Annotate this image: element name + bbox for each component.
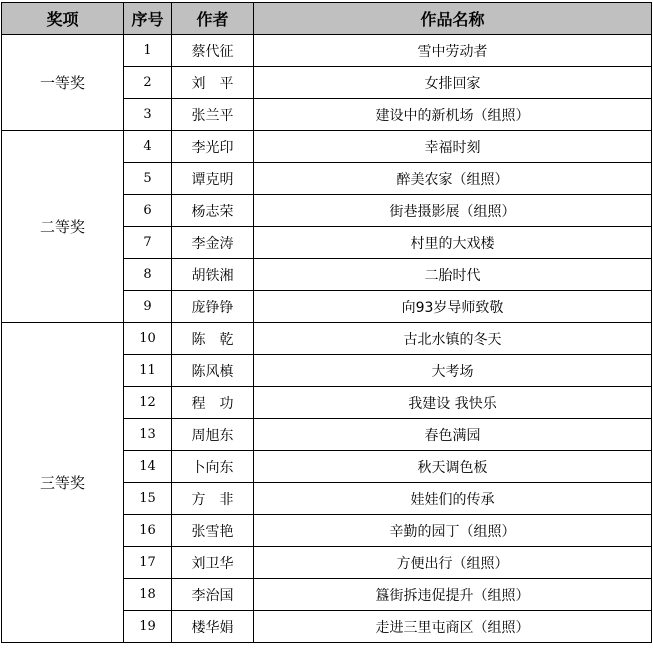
seq-cell: 14 xyxy=(124,451,172,483)
author-cell: 刘卫华 xyxy=(172,547,254,579)
title-cell: 秋天调色板 xyxy=(254,451,652,483)
author-cell: 刘 平 xyxy=(172,67,254,99)
author-cell: 蔡代征 xyxy=(172,35,254,67)
seq-cell: 8 xyxy=(124,259,172,291)
title-cell: 春色满园 xyxy=(254,419,652,451)
seq-cell: 13 xyxy=(124,419,172,451)
seq-cell: 16 xyxy=(124,515,172,547)
seq-cell: 12 xyxy=(124,387,172,419)
title-cell: 古北水镇的冬天 xyxy=(254,323,652,355)
title-cell: 辛勤的园丁（组照） xyxy=(254,515,652,547)
title-cell: 村里的大戏楼 xyxy=(254,227,652,259)
seq-cell: 19 xyxy=(124,611,172,643)
author-cell: 李光印 xyxy=(172,131,254,163)
author-cell: 楼华娟 xyxy=(172,611,254,643)
table-row xyxy=(2,131,652,163)
author-cell: 李金涛 xyxy=(172,227,254,259)
author-cell: 李治国 xyxy=(172,579,254,611)
seq-cell: 3 xyxy=(124,99,172,131)
table-row xyxy=(2,323,652,355)
seq-cell: 1 xyxy=(124,35,172,67)
award-cell: 二等奖 xyxy=(2,131,124,323)
title-cell: 雪中劳动者 xyxy=(254,35,652,67)
title-cell: 街巷摄影展（组照） xyxy=(254,195,652,227)
seq-cell: 6 xyxy=(124,195,172,227)
seq-cell: 18 xyxy=(124,579,172,611)
seq-cell: 4 xyxy=(124,131,172,163)
award-cell: 一等奖 xyxy=(2,35,124,131)
author-cell: 张雪艳 xyxy=(172,515,254,547)
seq-cell: 15 xyxy=(124,483,172,515)
title-cell: 方便出行（组照） xyxy=(254,547,652,579)
title-cell: 女排回家 xyxy=(254,67,652,99)
title-cell: 醉美农家（组照） xyxy=(254,163,652,195)
seq-cell: 2 xyxy=(124,67,172,99)
author-cell: 陈风槙 xyxy=(172,355,254,387)
title-cell: 簋街拆违促提升（组照） xyxy=(254,579,652,611)
seq-cell: 10 xyxy=(124,323,172,355)
table-row xyxy=(2,35,652,67)
header-seq: 序号 xyxy=(124,3,172,35)
author-cell: 庞铮铮 xyxy=(172,291,254,323)
award-cell: 三等奖 xyxy=(2,323,124,643)
author-cell: 卜向东 xyxy=(172,451,254,483)
seq-cell: 17 xyxy=(124,547,172,579)
seq-cell: 5 xyxy=(124,163,172,195)
seq-cell: 11 xyxy=(124,355,172,387)
awards-table xyxy=(1,2,652,643)
author-cell: 程 功 xyxy=(172,387,254,419)
title-cell: 幸福时刻 xyxy=(254,131,652,163)
seq-cell: 7 xyxy=(124,227,172,259)
title-cell: 向93岁导师致敬 xyxy=(254,291,652,323)
header-title: 作品名称 xyxy=(254,3,652,35)
author-cell: 陈 乾 xyxy=(172,323,254,355)
author-cell: 张兰平 xyxy=(172,99,254,131)
header-author: 作者 xyxy=(172,3,254,35)
author-cell: 胡铁湘 xyxy=(172,259,254,291)
title-cell: 娃娃们的传承 xyxy=(254,483,652,515)
title-cell: 大考场 xyxy=(254,355,652,387)
author-cell: 杨志荣 xyxy=(172,195,254,227)
seq-cell: 9 xyxy=(124,291,172,323)
header-row xyxy=(2,3,652,35)
title-cell: 走进三里屯商区（组照） xyxy=(254,611,652,643)
title-cell: 二胎时代 xyxy=(254,259,652,291)
author-cell: 周旭东 xyxy=(172,419,254,451)
author-cell: 谭克明 xyxy=(172,163,254,195)
header-award: 奖项 xyxy=(2,3,124,35)
title-cell: 建设中的新机场（组照） xyxy=(254,99,652,131)
title-cell: 我建设 我快乐 xyxy=(254,387,652,419)
author-cell: 方 非 xyxy=(172,483,254,515)
